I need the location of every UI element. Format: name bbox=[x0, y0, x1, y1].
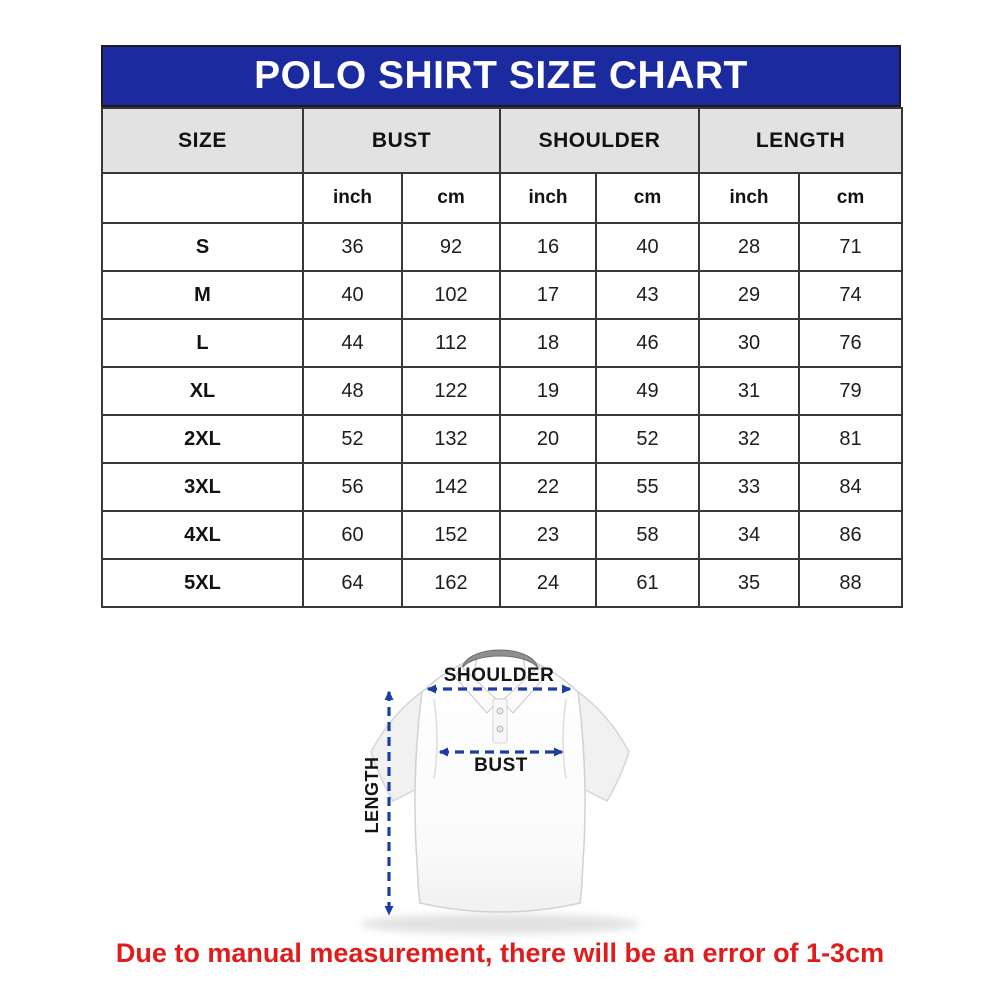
length-cm-value: 86 bbox=[799, 511, 902, 559]
col-header-length: LENGTH bbox=[699, 108, 902, 173]
shoulder-measure-label: SHOULDER bbox=[443, 665, 555, 686]
length-measure-label: LENGTH bbox=[362, 756, 382, 834]
shoulder-cm-value: 43 bbox=[596, 271, 699, 319]
unit-length-cm: cm bbox=[799, 173, 902, 223]
table-row-5xl bbox=[102, 559, 902, 607]
bust-cm-value: 132 bbox=[402, 415, 500, 463]
length-cm-value: 81 bbox=[799, 415, 902, 463]
bust-cm-value: 142 bbox=[402, 463, 500, 511]
shirt-button-top bbox=[497, 708, 503, 714]
bust-cm-value: 112 bbox=[402, 319, 500, 367]
length-cm-value: 88 bbox=[799, 559, 902, 607]
bust-cm-value: 102 bbox=[402, 271, 500, 319]
shirt-shadow bbox=[360, 914, 640, 934]
bust-inch-value: 60 bbox=[303, 511, 402, 559]
table-row-4xl bbox=[102, 511, 902, 559]
shoulder-cm-value: 46 bbox=[596, 319, 699, 367]
size-label: 2XL bbox=[102, 415, 303, 463]
unit-length-inch: inch bbox=[699, 173, 799, 223]
bust-inch-value: 48 bbox=[303, 367, 402, 415]
shoulder-inch-value: 20 bbox=[500, 415, 596, 463]
bust-inch-value: 36 bbox=[303, 223, 402, 271]
table-row-3xl bbox=[102, 463, 902, 511]
size-label: M bbox=[102, 271, 303, 319]
shoulder-cm-value: 49 bbox=[596, 367, 699, 415]
shoulder-inch-value: 18 bbox=[500, 319, 596, 367]
unit-bust-inch: inch bbox=[303, 173, 402, 223]
shoulder-inch-value: 23 bbox=[500, 511, 596, 559]
table-row-l bbox=[102, 319, 902, 367]
size-label: 4XL bbox=[102, 511, 303, 559]
units-empty-cell bbox=[102, 173, 303, 223]
unit-bust-cm: cm bbox=[402, 173, 500, 223]
shoulder-inch-value: 17 bbox=[500, 271, 596, 319]
bust-inch-value: 52 bbox=[303, 415, 402, 463]
table-units-row bbox=[102, 173, 902, 223]
bust-cm-value: 122 bbox=[402, 367, 500, 415]
bust-cm-value: 92 bbox=[402, 223, 500, 271]
bust-measure-label: BUST bbox=[474, 755, 528, 776]
table-row-xl bbox=[102, 367, 902, 415]
col-header-shoulder: SHOULDER bbox=[500, 108, 699, 173]
size-label: 3XL bbox=[102, 463, 303, 511]
length-inch-value: 34 bbox=[699, 511, 799, 559]
size-table bbox=[101, 107, 903, 608]
unit-shoulder-cm: cm bbox=[596, 173, 699, 223]
length-cm-value: 74 bbox=[799, 271, 902, 319]
shirt-body bbox=[415, 658, 585, 912]
col-header-bust: BUST bbox=[303, 108, 500, 173]
size-label: XL bbox=[102, 367, 303, 415]
chart-title-banner bbox=[101, 45, 901, 107]
shirt-placket bbox=[493, 699, 507, 743]
bust-inch-value: 64 bbox=[303, 559, 402, 607]
size-label: L bbox=[102, 319, 303, 367]
bust-cm-value: 152 bbox=[402, 511, 500, 559]
shoulder-inch-value: 19 bbox=[500, 367, 596, 415]
shoulder-cm-value: 55 bbox=[596, 463, 699, 511]
table-row-s bbox=[102, 223, 902, 271]
length-inch-value: 31 bbox=[699, 367, 799, 415]
shoulder-cm-value: 52 bbox=[596, 415, 699, 463]
table-group-header-row bbox=[102, 108, 902, 173]
chart-title: POLO SHIRT SIZE CHART bbox=[254, 54, 748, 97]
shirt-button-bottom bbox=[497, 726, 503, 732]
length-inch-value: 29 bbox=[699, 271, 799, 319]
length-inch-value: 28 bbox=[699, 223, 799, 271]
size-label: S bbox=[102, 223, 303, 271]
bust-inch-value: 56 bbox=[303, 463, 402, 511]
shoulder-cm-value: 58 bbox=[596, 511, 699, 559]
bust-inch-value: 40 bbox=[303, 271, 402, 319]
shoulder-inch-value: 16 bbox=[500, 223, 596, 271]
length-cm-value: 84 bbox=[799, 463, 902, 511]
bust-cm-value: 162 bbox=[402, 559, 500, 607]
length-cm-value: 71 bbox=[799, 223, 902, 271]
shoulder-inch-value: 22 bbox=[500, 463, 596, 511]
size-label: 5XL bbox=[102, 559, 303, 607]
col-header-size: SIZE bbox=[102, 108, 303, 173]
length-cm-value: 76 bbox=[799, 319, 902, 367]
length-cm-value: 79 bbox=[799, 367, 902, 415]
shoulder-inch-value: 24 bbox=[500, 559, 596, 607]
shoulder-cm-value: 40 bbox=[596, 223, 699, 271]
table-row-2xl bbox=[102, 415, 902, 463]
unit-shoulder-inch: inch bbox=[500, 173, 596, 223]
shoulder-cm-value: 61 bbox=[596, 559, 699, 607]
length-inch-value: 30 bbox=[699, 319, 799, 367]
measurement-error-note: Due to manual measurement, there will be an error of 1-3cm bbox=[115, 938, 885, 968]
bust-inch-value: 44 bbox=[303, 319, 402, 367]
length-inch-value: 32 bbox=[699, 415, 799, 463]
table-row-m bbox=[102, 271, 902, 319]
length-inch-value: 33 bbox=[699, 463, 799, 511]
length-inch-value: 35 bbox=[699, 559, 799, 607]
